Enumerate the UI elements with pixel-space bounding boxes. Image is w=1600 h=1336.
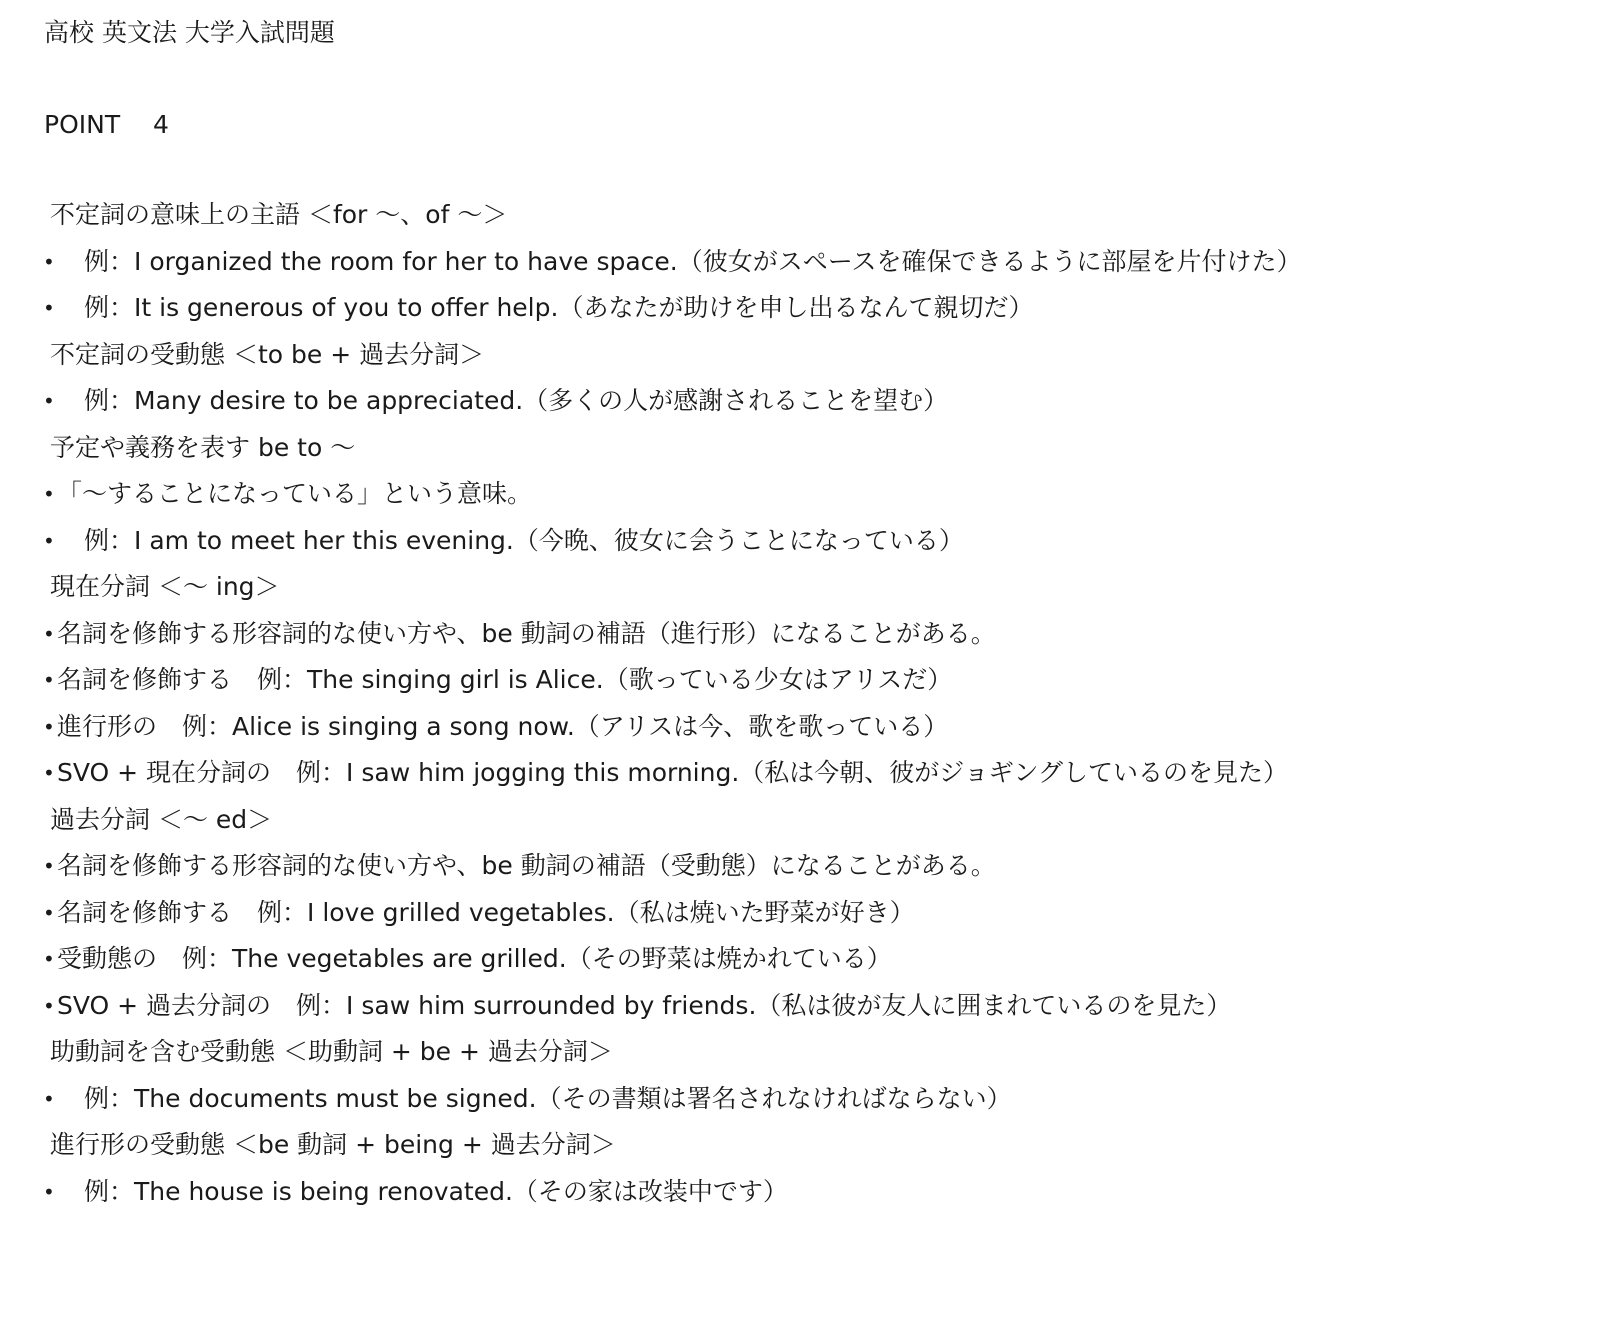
bullet-icon: •	[43, 947, 55, 971]
bullet-icon: •	[43, 249, 55, 274]
list-item-text: 名詞を修飾する 例：I love grilled vegetables.（私は焼いた野菜が好き）	[57, 897, 915, 927]
list-item	[0, 245, 1600, 292]
bullet-icon: •	[43, 900, 55, 925]
bullet-icon: •	[43, 621, 55, 646]
bullet-icon: •	[43, 854, 55, 878]
list-item-text: 例：Many desire to be appreciated.（多くの人が感謝されることを望む）	[84, 386, 949, 415]
section-heading	[0, 1128, 1600, 1175]
list-item-text: SVO + 過去分詞の 例：I saw him surrounded by friends.（私は彼が友人に囲まれているのを見た）	[57, 990, 1232, 1020]
section-heading-text: 不定詞の受動態 ＜to be + 過去分詞＞	[50, 339, 485, 369]
section-heading	[0, 803, 1600, 850]
section-heading-text: 不定詞の意味上の主語 ＜for 〜、of 〜＞	[50, 200, 508, 229]
list-item	[0, 291, 1600, 338]
list-item-text: 例：The house is being renovated.（その家は改装中です）	[84, 1176, 788, 1206]
bullet-icon: •	[43, 761, 55, 785]
list-item-text: 名詞を修飾する 例：The singing girl is Alice.（歌っている少女はアリスだ）	[57, 665, 953, 694]
bullet-icon: •	[43, 714, 55, 739]
bullet-icon: •	[43, 668, 55, 692]
section-heading-text: 進行形の受動態 ＜be 動詞 + being + 過去分詞＞	[50, 1130, 616, 1159]
bullet-icon: •	[43, 993, 55, 1018]
section-heading-text: 予定や義務を表す be to 〜	[50, 432, 356, 462]
list-item	[0, 942, 1600, 989]
list-item	[0, 524, 1600, 571]
list-item-text: 例：The documents must be signed.（その書類は署名されなければならない）	[84, 1083, 1012, 1113]
list-item-text: 名詞を修飾する形容詞的な使い方や、be 動詞の補語（進行形）になることがある。	[57, 618, 996, 648]
list-item	[0, 477, 1600, 524]
point-label: POINT 4	[44, 110, 169, 139]
list-item	[0, 663, 1600, 710]
list-item-text: 「〜することになっている」という意味。	[57, 479, 533, 508]
list-item-text: 例：It is generous of you to offer help.（あなたが助けを申し出るなんて親切だ）	[84, 293, 1034, 322]
section-heading-text: 現在分詞 ＜〜 ing＞	[50, 572, 280, 601]
list-item-text: 進行形の 例：Alice is singing a song now.（アリスは今、歌を歌っている）	[57, 711, 949, 741]
bullet-icon: •	[43, 528, 55, 553]
grammar-notes	[0, 198, 1600, 1221]
section-heading	[0, 1035, 1600, 1082]
bullet-icon: •	[43, 482, 55, 506]
section-heading	[0, 570, 1600, 617]
section-heading	[0, 198, 1600, 245]
list-item-text: 例：I am to meet her this evening.（今晩、彼女に会うことになっている）	[84, 525, 964, 555]
section-heading	[0, 431, 1600, 478]
bullet-icon: •	[43, 389, 55, 413]
list-item	[0, 989, 1600, 1036]
list-item	[0, 756, 1600, 803]
list-item	[0, 1175, 1600, 1222]
list-item	[0, 617, 1600, 664]
list-item	[0, 384, 1600, 431]
list-item	[0, 710, 1600, 757]
section-heading-text: 過去分詞 ＜〜 ed＞	[50, 804, 273, 834]
bullet-icon: •	[43, 1086, 55, 1111]
list-item	[0, 1082, 1600, 1129]
bullet-icon: •	[43, 296, 55, 320]
list-item	[0, 849, 1600, 896]
list-item	[0, 896, 1600, 943]
section-heading	[0, 338, 1600, 385]
section-heading-text: 助動詞を含む受動態 ＜助動詞 + be + 過去分詞＞	[50, 1037, 613, 1066]
document-title: 高校 英文法 大学入試問題	[44, 18, 335, 47]
list-item-text: 名詞を修飾する形容詞的な使い方や、be 動詞の補語（受動態）になることがある。	[57, 851, 996, 880]
bullet-icon: •	[43, 1179, 55, 1204]
list-item-text: 例：I organized the room for her to have space.（彼女がスペースを確保できるように部屋を片付けた）	[84, 246, 1302, 276]
list-item-text: SVO + 現在分詞の 例：I saw him jogging this morning.（私は今朝、彼がジョギングしているのを見た）	[57, 758, 1289, 787]
list-item-text: 受動態の 例：The vegetables are grilled.（その野菜は焼かれている）	[57, 944, 892, 973]
